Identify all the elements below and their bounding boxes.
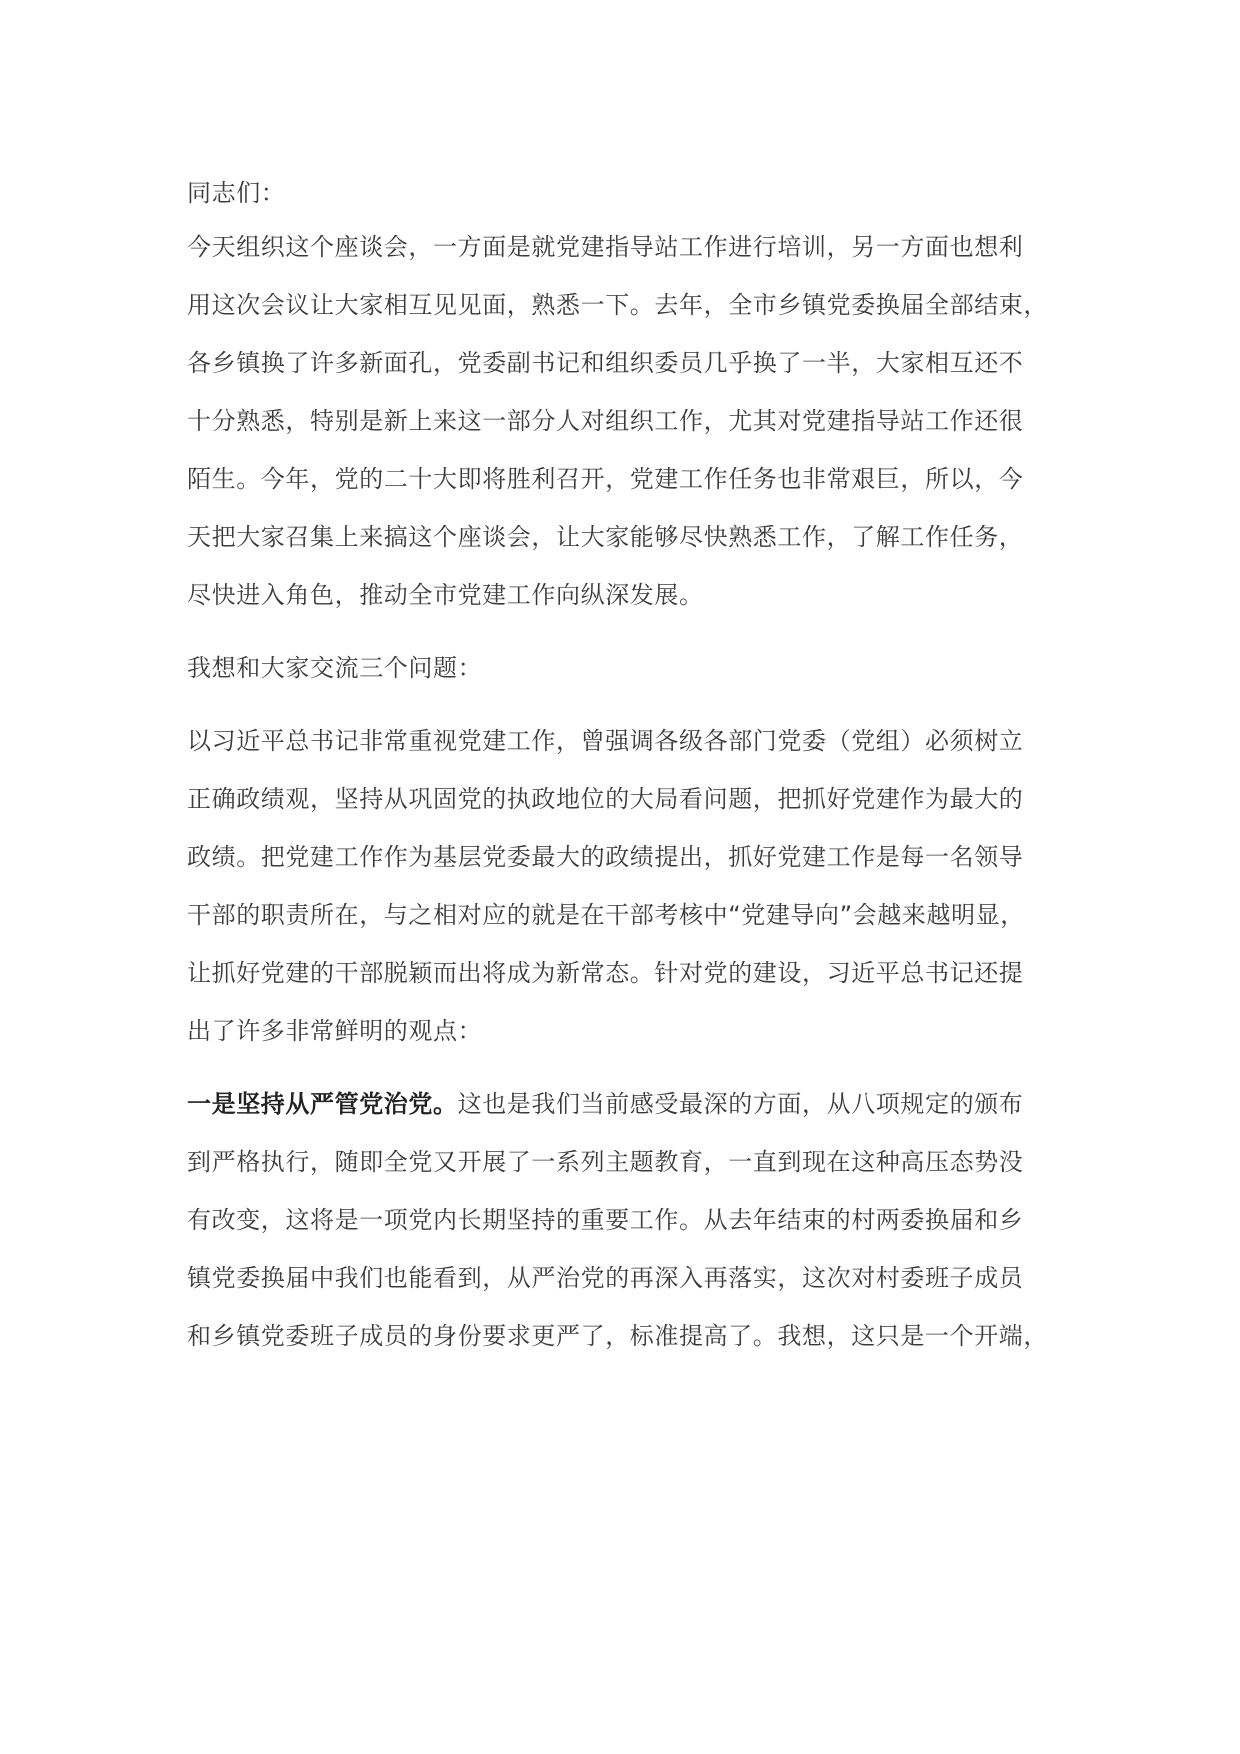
section-heading: 一是坚持从严管党治党。 bbox=[187, 1090, 458, 1118]
text-line: 有改变，这将是一项党内长期坚持的重要工作。从去年结束的村两委换届和乡 bbox=[187, 1206, 1024, 1234]
text-line: 以习近平总书记非常重视党建工作，曾强调各级各部门党委（党组）必须树立 bbox=[187, 727, 1024, 755]
text-line: 十分熟悉，特别是新上来这一部分人对组织工作，尤其对党建指导站工作还很 bbox=[187, 407, 1024, 435]
text-line: 政绩。把党建工作作为基层党委最大的政绩提出，抓好党建工作是每一名领导 bbox=[187, 843, 1024, 871]
text-line: 干部的职责所在，与之相对应的就是在干部考核中“党建导向”会越来越明显， bbox=[187, 901, 1025, 929]
text-line bbox=[187, 1089, 1023, 1119]
text-line: 用这次会议让大家相互见见面，熟悉一下。去年，全市乡镇党委换届全部结束， bbox=[187, 291, 1048, 319]
text-line: 各乡镇换了许多新面孔，党委副书记和组织委员几乎换了一半，大家相互还不 bbox=[187, 349, 1024, 377]
text-line: 我想和大家交流三个问题： bbox=[187, 654, 483, 682]
salutation: 同志们： bbox=[187, 179, 286, 207]
text-line: 正确政绩观，坚持从巩固党的执政地位的大局看问题，把抓好党建作为最大的 bbox=[187, 785, 1024, 813]
text-line: 镇党委换届中我们也能看到，从严治党的再深入再落实，这次对村委班子成员 bbox=[187, 1264, 1024, 1292]
text-line: 出了许多非常鲜明的观点： bbox=[187, 1017, 483, 1045]
text-line: 尽快进入角色，推动全市党建工作向纵深发展。 bbox=[187, 581, 704, 609]
text-line: 陌生。今年，党的二十大即将胜利召开，党建工作任务也非常艰巨，所以，今 bbox=[187, 465, 1024, 493]
text-line: 天把大家召集上来搞这个座谈会，让大家能够尽快熟悉工作，了解工作任务， bbox=[187, 523, 1024, 551]
text-line: 和乡镇党委班子成员的身份要求更严了，标准提高了。我想，这只是一个开端， bbox=[187, 1322, 1048, 1350]
text-line: 让抓好党建的干部脱颖而出将成为新常态。针对党的建设，习近平总书记还提 bbox=[187, 959, 1024, 987]
text-line: 到严格执行，随即全党又开展了一系列主题教育，一直到现在这种高压态势没 bbox=[187, 1148, 1024, 1176]
text-line: 今天组织这个座谈会，一方面是就党建指导站工作进行培训，另一方面也想利 bbox=[187, 233, 1024, 261]
text-run: 这也是我们当前感受最深的方面，从八项规定的颁布 bbox=[457, 1090, 1024, 1118]
